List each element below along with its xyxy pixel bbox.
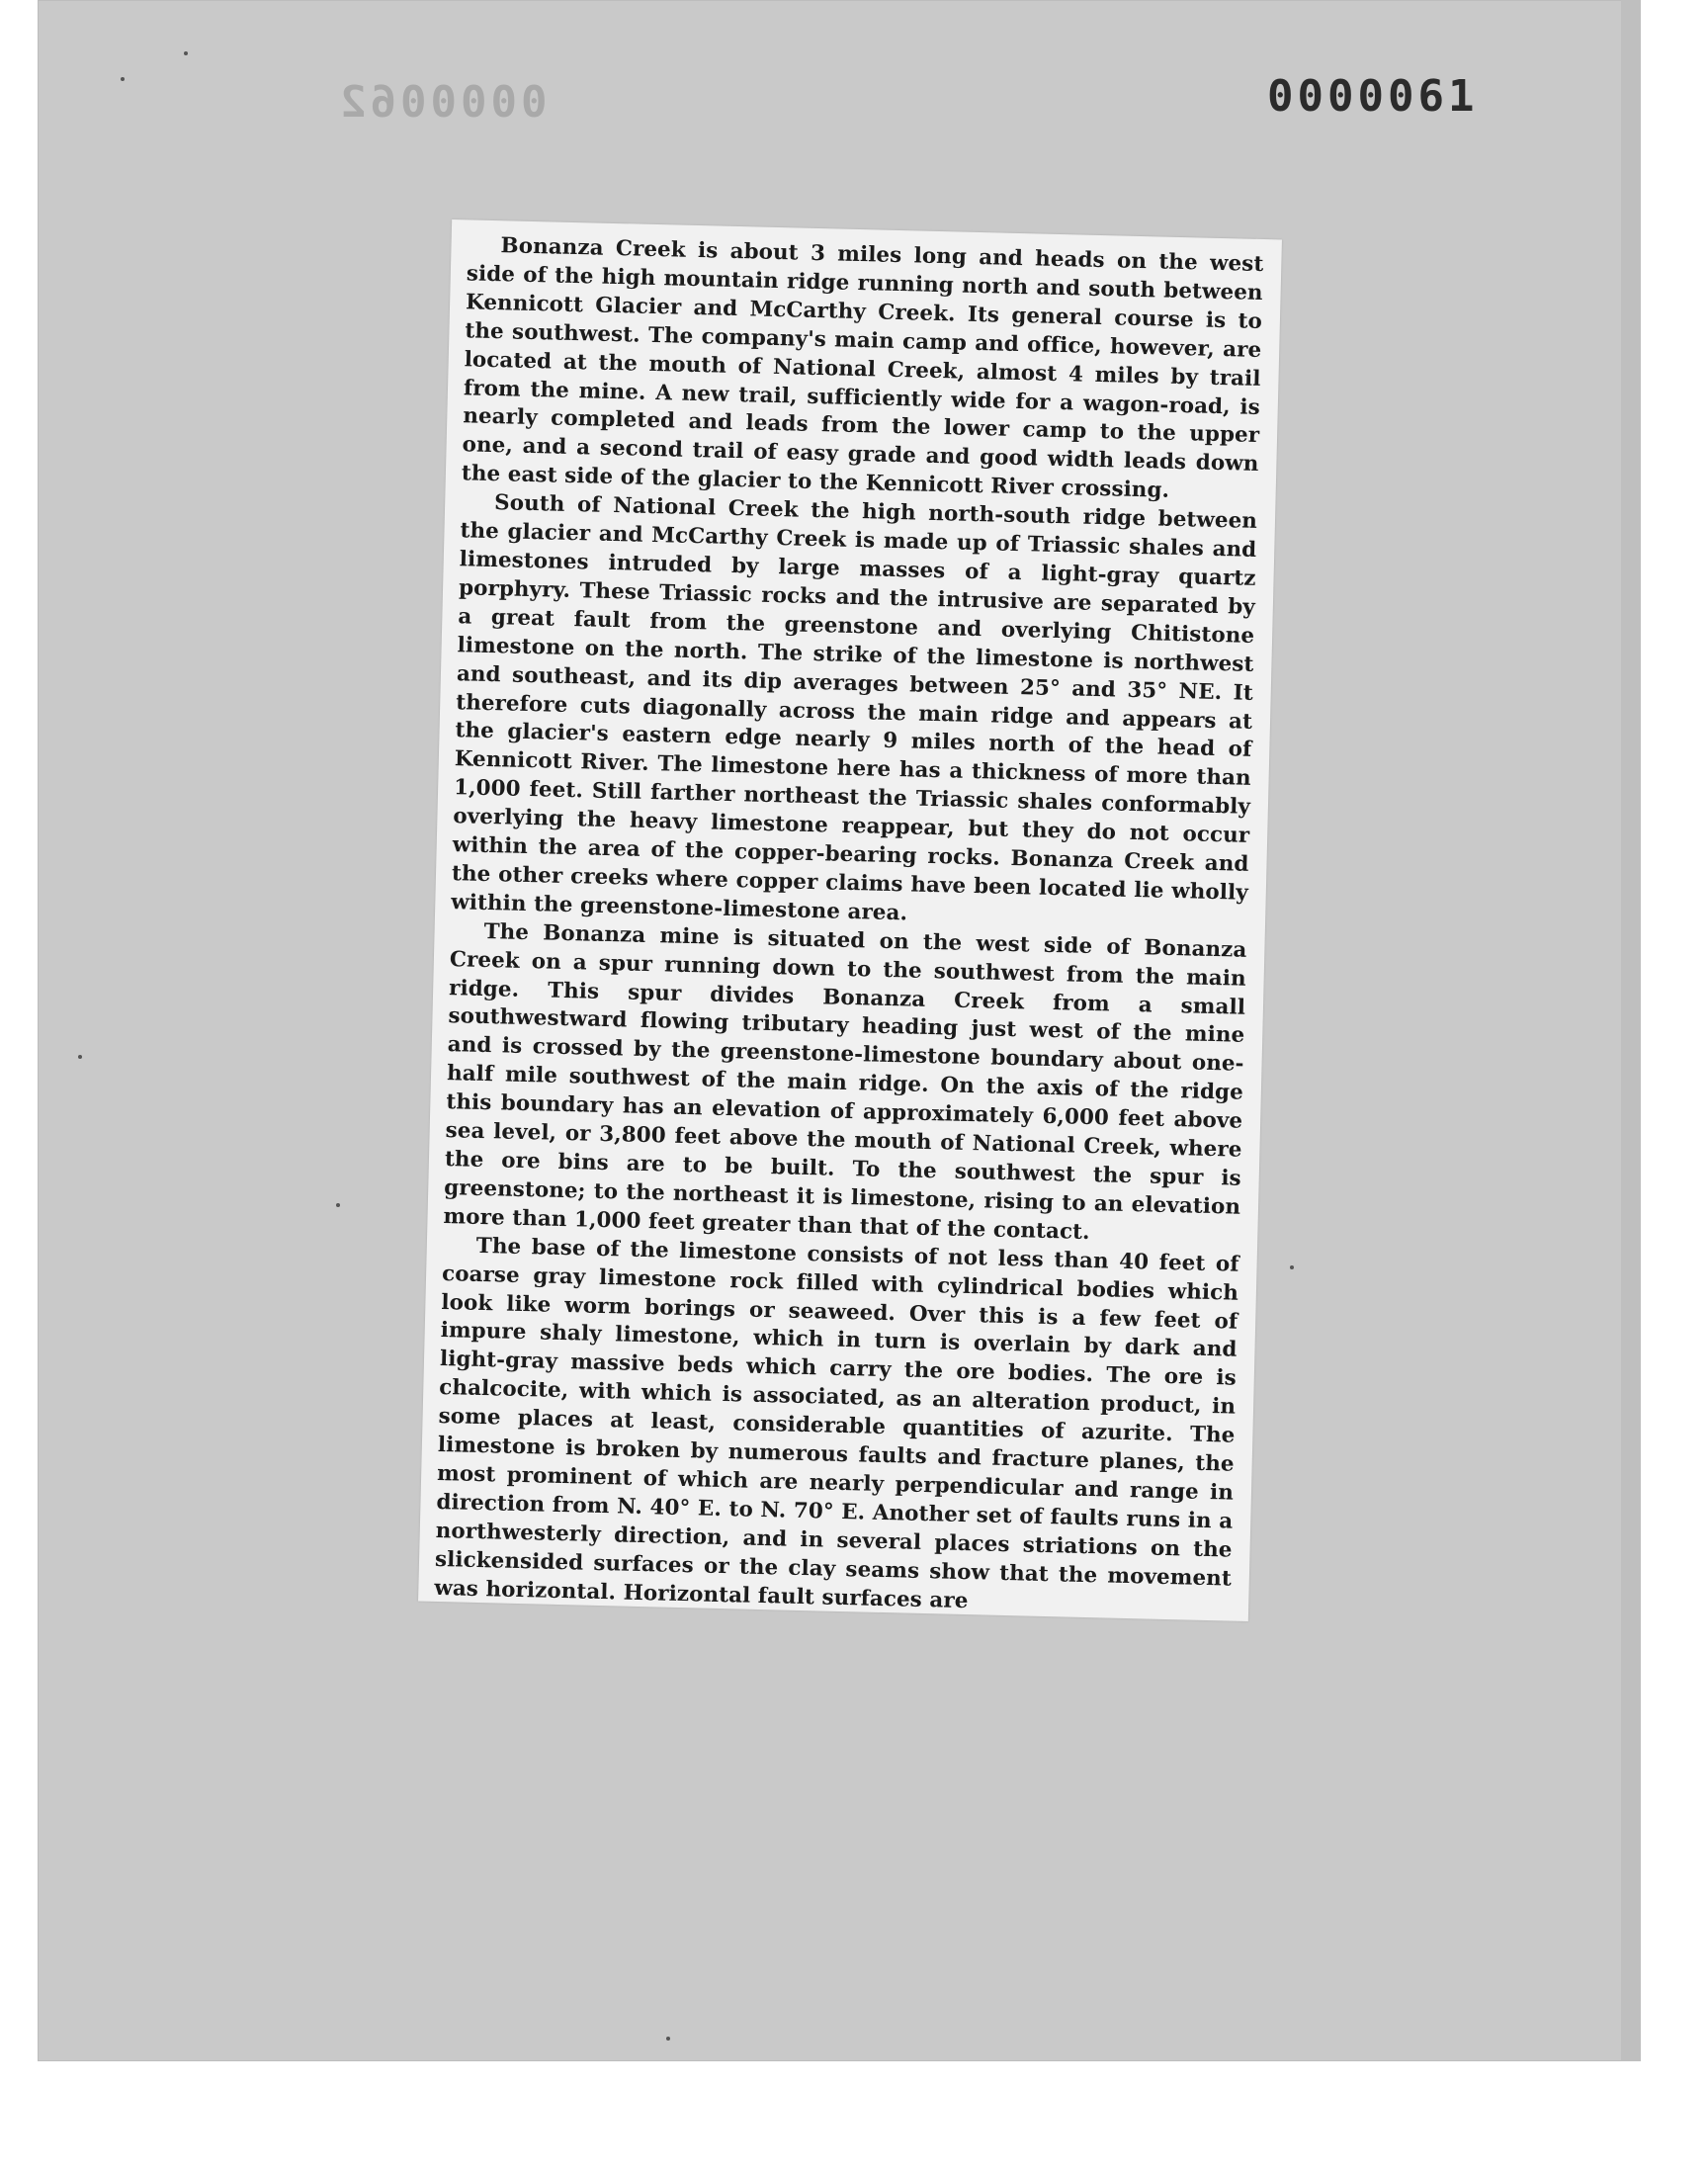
dust-speck xyxy=(336,1203,340,1207)
newspaper-clipping xyxy=(418,219,1282,1621)
dust-speck xyxy=(121,77,125,81)
bleed-through-stamp-number: 0000062 xyxy=(336,77,548,128)
paragraph: Bonanza Creek is about 3 miles long and heads on the west side of the high mountain ridge running north and south between Kennicott Glacier and McCarthy Creek. Its general course is to the southwest. The company's main camp and office, however, are located at the mouth of National Creek, almost 4 miles by trail from the mine. A new trail, sufficiently wide for a wagon-road, is nearly completed and leads from the lower camp to the upper one, and a second trail of easy grade and good width leads down the east side of the glacier to the Kennicott River crossing. xyxy=(461,233,1264,504)
paragraph: The base of the limestone consists of not less than 40 feet of coarse gray limestone rock filled with cylindrical bodies which look like worm borings or seaweed. Over this is a few feet of impure shaly limestone, which in turn is overlain by dark and light-gray massive beds which carry the ore bodies. The ore is chalcocite, with which is associated, as an alteration product, in some places at least, considerable quantities of azurite. The limestone is broken by numerous faults and fracture planes, the most prominent of which are nearly perpendicular and range in direction from N. 40° E. to N. 70° E. Another set of faults runs in a northwesterly direction, and in several places striations on the slickensided surfaces or the clay seams show that the movement was horizontal. Horizontal fault surfaces are xyxy=(434,1233,1239,1613)
dust-speck xyxy=(666,2037,670,2041)
dust-speck xyxy=(78,1055,82,1059)
page-stamp-number: 0000061 xyxy=(1267,71,1479,122)
page-edge-shadow xyxy=(1621,0,1641,2061)
paragraph: The Bonanza mine is situated on the west side of Bonanza Creek on a spur running down to the southwest from the main ridge. This spur divides Bonanza Creek from a small southwestward flowing tributary heading just west of the mine and is crossed by the greenstone-limestone boundary about one-half mile southwest of the main ridge. On the axis of the ridge this boundary has an elevation of approximately 6,000 feet above sea level, or 3,800 feet above the mouth of National Creek, where the ore bins are to be built. To the southwest the spur is greenstone; to the northeast it is limestone, rising to an elevation more than 1,000 feet greater than that of the contact. xyxy=(443,918,1247,1245)
dust-speck xyxy=(184,51,188,55)
paragraph: South of National Creek the high north-south ridge between the glacier and McCarthy Creek is made up of Triassic shales and limestones intruded by large masses of a light-gray quartz porphyry. These Triassic rocks and the intrusive are separated by a great fault from the greenstone and overlying Chitistone limestone on the north. The strike of the limestone is northwest and southeast, and its dip averages between 25° and 35° NE. It therefore cuts diagonally across the main ridge and appears at the glacier's eastern edge nearly 9 miles north of the head of Kennicott River. The limestone here has a thickness of more than 1,000 feet. Still farther northeast the Triassic shales conformably overlying the heavy limestone reappear, but they do not occur within the area of the copper-bearing rocks. Bonanza Creek and the other creeks where copper claims have been located lie wholly within the greenstone-limestone area. xyxy=(451,490,1258,926)
dust-speck xyxy=(1290,1265,1294,1269)
